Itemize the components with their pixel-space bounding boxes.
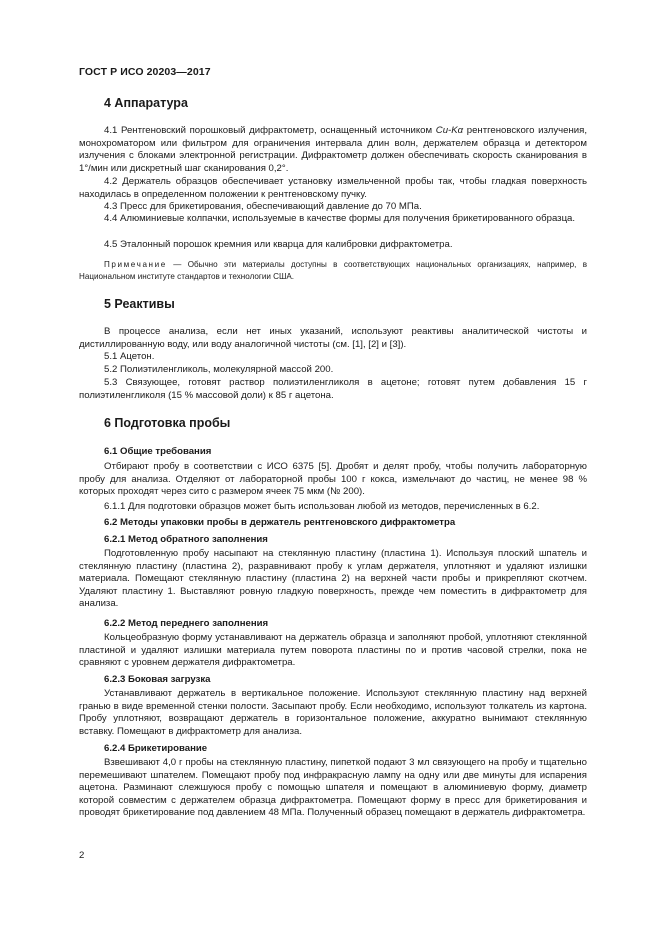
subsection-6-2-2-heading: 6.2.2 Метод переднего заполнения: [104, 618, 269, 629]
subsection-6-2-1-text: Подготовленную пробу насыпают на стеклянную пластину (пластина 1). Используя плоский шпатель и стеклянную пластину (пластина 2), разравнивают пробу к углам держателя, уплотняют и удаляют излишки материала. Помещают стеклянную пластину (пластина 2) на верхней части пробы и прикрепляют скотчем. Удаляют пластину 1. Выставляют ровную гладкую поверхность, прежде чем поместить в дифрактометр для анализа.: [79, 548, 587, 609]
subsection-6-2-4-heading: 6.2.4 Брикетирование: [104, 743, 208, 754]
clause-5-3: 5.3 Связующее, готовят раствор полиэтиленгликоля в ацетоне; готовят путем добавления 15 г полиэтиленгликоля (15 % массовой доли) к 85 г ацетона.: [79, 377, 587, 401]
clause-4-1-text: 4.1 Рентгеновский порошковый дифрактометр, оснащенный источником: [104, 125, 436, 136]
section-4-note: [79, 259, 587, 282]
subsection-6-2-4-text: Взвешивают 4,0 г пробы на стеклянную пластину, пипеткой подают 3 мл связующего на пробу и тщательно перемешивают шпателем. Помещают пробу под инфракрасную лампу на одну или две минуты для испарения ацетона. Разминают слежшуюся пробу с помощью шпателя и помещают в алюминиевую форму, диаметр которой совместим с держателем образца дифрактометра. Помещают форму в пресс для брикетирования и проводят брикетирование под давлением 48 МПа. Полученный образец помещают в держатель дифрактометра.: [79, 757, 587, 818]
subsection-6-1-text: Отбирают пробу в соответствии с ИСО 6375 [5]. Дробят и делят пробу, чтобы получить лабораторную пробу для анализа. Отделяют от лабораторной пробы 100 г кокса, измельчают до частиц, не менее 98 % которых проходят через сито с размером ячеек 75 мкм (№ 200).: [79, 461, 587, 497]
section-5-intro: В процессе анализа, если нет иных указаний, используют реактивы аналитической чистоты и дистиллированную воду, или воду аналогичной чистоты (см. [1], [2] и [3]).: [79, 326, 587, 350]
clause-5-1: 5.1 Ацетон.: [104, 351, 155, 362]
clause-5-2: 5.2 Полиэтиленгликоль, молекулярной массой 200.: [104, 364, 334, 375]
clause-4-1: [79, 125, 587, 175]
clause-4-5: 4.5 Эталонный порошок кремния или кварца для калибровки дифрактометра.: [104, 239, 453, 250]
clause-4-2: 4.2 Держатель образцов обеспечивает установку измельченной пробы так, чтобы гладкая поверхность находилась в определенном положении к рентгеновскому пучку.: [79, 176, 587, 200]
subsection-6-2-3-heading: 6.2.3 Боковая загрузка: [104, 674, 211, 685]
standard-designation: ГОСТ Р ИСО 20203—2017: [79, 66, 211, 78]
section-4-heading: 4 Аппаратура: [104, 96, 188, 110]
note-text: — Обычно эти материалы доступны в соответствующих национальных организациях, например, в Национальном институте стандартов и технологии США.: [79, 260, 587, 281]
clause-4-4: 4.4 Алюминиевые колпачки, используемые в качестве формы для получения брикетированного образца.: [104, 213, 576, 224]
subsection-6-2-2-text: Кольцеобразную форму устанавливают на держатель образца и заполняют пробой, уплотняют стеклянной пластиной и удаляют излишки материала путем поворота пластины по и против часовой стрелки, пока не сравняют с уровнем держателя дифрактометра.: [79, 632, 587, 668]
note-label: Примечание: [104, 260, 167, 269]
section-5-heading: 5 Реактивы: [104, 297, 175, 311]
section-6-heading: 6 Подготовка пробы: [104, 416, 231, 430]
subsection-6-1-heading: 6.1 Общие требования: [104, 446, 212, 457]
subsection-6-2-heading: 6.2 Методы упаковки пробы в держатель рентгеновского дифрактометра: [104, 517, 456, 528]
clause-4-1-text-rest: рентгеновского излучения, монохроматором или фильтром для ограничения интервала длин волн, держателем образца и детектором излучения с блоками электронной регистрации. Дифрактометр должен обеспечивать скорость сканирования в 1°/мин или дискретный шаг сканирования 0,2°.: [79, 125, 587, 174]
subsection-6-2-3-text: Устанавливают держатель в вертикальное положение. Используют стеклянную пластину над верхней гранью в виде временной стенки полости. Засыпают пробу. Если необходимо, используют толкатель из картона. Пробу уплотняют, возвращают держатель в горизонтальное положение, аккуратно вынимают стеклянную вставку. Помещают в дифрактометр для анализа.: [79, 688, 587, 737]
cu-k-alpha-formula: Cu-Kα: [435, 125, 464, 136]
page-number: 2: [79, 850, 85, 861]
subsection-6-2-1-heading: 6.2.1 Метод обратного заполнения: [104, 534, 268, 545]
clause-4-3: 4.3 Пресс для брикетирования, обеспечивающий давление до 70 МПа.: [104, 201, 422, 212]
clause-6-1-1: 6.1.1 Для подготовки образцов может быть использован любой из методов, перечисленных в 6.2.: [104, 501, 540, 512]
